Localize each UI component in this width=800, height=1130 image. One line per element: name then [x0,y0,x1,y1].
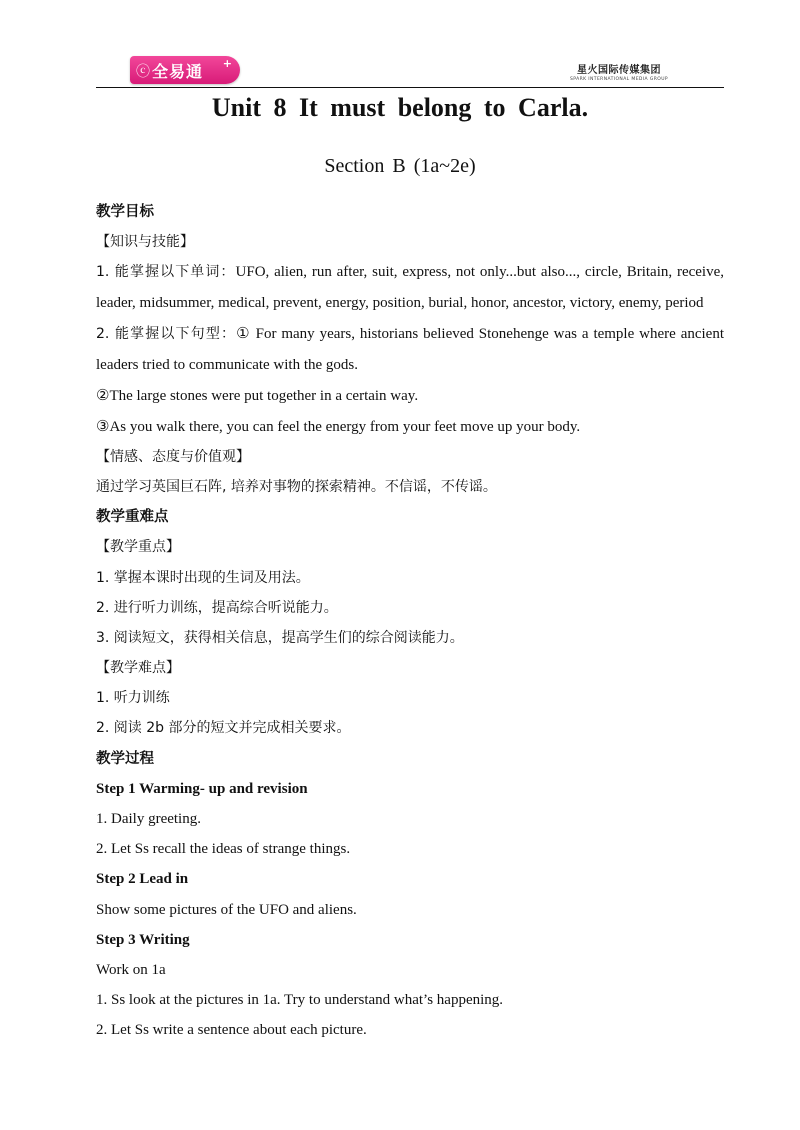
goals-heading: 教学目标 [96,204,154,220]
sentence-pattern-text: ① For many years, historians believed Stonehenge was a temple where ancient leaders tried to communicate with the gods. [96,326,724,374]
step2-heading: Step 2 Lead in [96,871,189,888]
focus-item-2: 2. 进行听力训练，提高综合听说能力。 [96,599,338,616]
difficulty-item-1: 1. 听力训练 [96,690,170,707]
step3-subheading: Work on 1a [96,961,166,978]
vocabulary-label: 1. 能掌握以下单词： [96,264,236,281]
header-divider [96,87,724,88]
sentence-pattern-item [96,319,724,381]
page-header [96,52,724,88]
focus-item-3: 3. 阅读短文，获得相关信息，提高学生们的综合阅读能力。 [96,629,464,646]
logo-text: 全易通 [152,62,204,81]
publisher-name-en: SPARK INTERNATIONAL MEDIA GROUP [570,77,668,82]
sentence-2: ②The large stones were put together in a certain way. [96,388,419,405]
knowledge-heading: 【知识与技能】 [96,234,194,251]
keypoints-heading: 教学重难点 [96,509,169,526]
sentence-3: ③As you walk there, you can feel the energy from your feet move up your body. [96,418,581,435]
step3-heading: Step 3 Writing [96,931,190,948]
sentence-pattern-label: 2. 能掌握以下句型： [96,326,237,343]
process-heading: 教学过程 [96,750,154,767]
focus-item-1: 1. 掌握本课时出现的生词及用法。 [96,569,310,586]
page-title: Unit 8 It must belong to Carla. [211,93,589,122]
step1-item-1: 1. Daily greeting. [96,811,201,827]
step3-item-1: 1. Ss look at the pictures in 1a. Try to understand what’s happening. [96,992,504,1009]
attitude-heading: 【情感、态度与价值观】 [96,448,250,465]
step1-item-2: 2. Let Ss recall the ideas of strange things. [96,841,351,858]
brand-logo [130,56,240,84]
publisher-brand [570,61,668,82]
difficulty-heading: 【教学难点】 [96,660,180,677]
logo-plus-icon: + [222,57,232,70]
attitude-text: 通过学习英国巨石阵, 培养对事物的探索精神。不信谣，不传谣。 [96,478,497,495]
logo-swirl-icon: ⓒ [136,64,150,80]
step2-text: Show some pictures of the UFO and aliens. [96,901,357,918]
page-subtitle: Section B (1a~2e) [324,155,476,177]
difficulty-item-2: 2. 阅读 2b 部分的短文并完成相关要求。 [96,720,351,737]
vocabulary-item [96,257,724,319]
step3-item-2: 2. Let Ss write a sentence about each picture. [96,1022,367,1039]
focus-heading: 【教学重点】 [96,539,180,556]
step1-heading: Step 1 Warming- up and revision [96,780,308,797]
vocabulary-text: UFO, alien, run after, suit, express, not only...but also..., circle, Britain, receive, leader, midsummer, medical, prevent, energy, position, burial, honor, ancestor, victory, enemy, period [96,264,724,312]
publisher-name-cn: 星火国际传媒集团 [577,65,662,76]
lesson-content [96,197,724,1046]
